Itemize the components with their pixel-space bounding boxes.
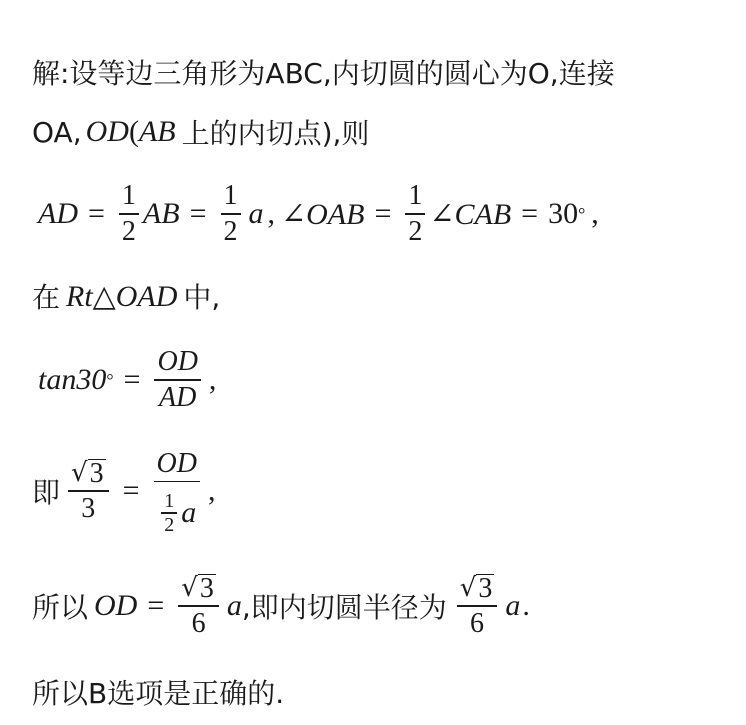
small-frac-half bbox=[161, 490, 177, 536]
line2-od: OD bbox=[85, 115, 129, 148]
solution-line-6 bbox=[32, 446, 726, 536]
sqrt-expression bbox=[460, 573, 495, 603]
line6-frac-od-over-half-a bbox=[154, 447, 200, 536]
line6-frac-sqrt3-over-3 bbox=[68, 456, 109, 526]
sqrt-radicand: 3 bbox=[478, 573, 493, 605]
line3-end: , bbox=[591, 197, 599, 230]
frac-num: OD bbox=[156, 447, 197, 479]
line3-eq3: = bbox=[374, 197, 392, 230]
sqrt-symbol: √ bbox=[71, 458, 88, 489]
frac-num: 1 bbox=[223, 180, 238, 212]
solution-line-8 bbox=[32, 672, 726, 712]
sqrt-symbol: √ bbox=[459, 573, 477, 604]
solution-line-5 bbox=[32, 342, 726, 418]
solution-line-1 bbox=[32, 52, 726, 92]
line3-thirty: 30 bbox=[548, 197, 579, 230]
line3-eq2: = bbox=[189, 197, 207, 230]
sqrt-expression bbox=[71, 458, 106, 488]
small-frac-num: 1 bbox=[164, 490, 175, 512]
half-a-var: a bbox=[181, 495, 197, 529]
line7-frac-sqrt3-over-6 bbox=[178, 571, 219, 641]
line3-a: a bbox=[248, 197, 264, 230]
line3-ab: AB bbox=[142, 197, 180, 230]
solution-line-3 bbox=[32, 176, 726, 252]
line7-suoyi: 所以 bbox=[32, 591, 89, 624]
frac-num bbox=[457, 571, 498, 605]
sqrt-radicand: 3 bbox=[89, 458, 104, 490]
line4-zai: 在 bbox=[32, 281, 61, 314]
line6-end: , bbox=[207, 474, 216, 507]
line5-frac bbox=[154, 345, 200, 415]
line3-degree: ° bbox=[578, 203, 586, 224]
line7-a2: a bbox=[505, 589, 521, 622]
line6-eq: = bbox=[122, 474, 140, 507]
line3-ad: AD bbox=[38, 197, 78, 230]
frac-den: 6 bbox=[191, 607, 206, 639]
frac-den: 2 bbox=[223, 215, 238, 247]
line3-frac-half-2 bbox=[221, 179, 241, 249]
line3-eq4: = bbox=[521, 197, 539, 230]
line3-eq1: = bbox=[88, 197, 105, 230]
line8-text: 所以B选项是正确的. bbox=[32, 677, 285, 710]
line3-comma: , bbox=[267, 197, 275, 230]
frac-den bbox=[154, 482, 199, 536]
line3-frac-half-3 bbox=[405, 179, 425, 249]
sqrt-radicand: 3 bbox=[199, 573, 214, 605]
line2-suffix: 上的内切点),则 bbox=[181, 117, 370, 150]
line4-zhong: 中, bbox=[183, 281, 221, 314]
line2-ab: AB bbox=[138, 115, 176, 148]
line5-tan: tan30 bbox=[38, 363, 107, 396]
line2-prefix: OA, bbox=[32, 115, 82, 149]
sqrt-expression bbox=[181, 573, 216, 603]
frac-den: 2 bbox=[408, 215, 423, 247]
line2-paren: ( bbox=[128, 115, 139, 148]
line5-degree: ° bbox=[106, 369, 114, 390]
sqrt-symbol: √ bbox=[181, 573, 198, 604]
small-frac-den: 2 bbox=[164, 513, 175, 536]
line5-end: , bbox=[208, 363, 217, 396]
line7-end: . bbox=[522, 589, 530, 622]
half-a bbox=[157, 490, 196, 536]
line7-a: a bbox=[226, 589, 242, 622]
frac-num: OD bbox=[157, 346, 198, 378]
solution-line-4 bbox=[32, 276, 726, 316]
frac-num: 1 bbox=[121, 180, 136, 212]
frac-den: 2 bbox=[121, 215, 136, 247]
line1-text: 解:设等边三角形为ABC,内切圆的圆心为O,连接 bbox=[32, 57, 615, 90]
solution-line-2 bbox=[32, 112, 726, 152]
line3-angle-cab: ∠CAB bbox=[429, 197, 512, 231]
line7-frac-radius bbox=[457, 571, 498, 641]
frac-den: AD bbox=[159, 381, 197, 413]
line6-ji: 即 bbox=[32, 476, 61, 509]
solution-line-7 bbox=[32, 564, 726, 648]
line5-eq: = bbox=[123, 363, 141, 396]
frac-den: 3 bbox=[81, 492, 96, 524]
line7-mid: ,即内切圆半径为 bbox=[241, 591, 447, 624]
frac-num: 1 bbox=[408, 180, 423, 212]
frac-den: 6 bbox=[470, 607, 485, 639]
frac-num bbox=[178, 571, 219, 605]
line3-frac-half-1 bbox=[119, 179, 139, 249]
frac-num bbox=[68, 456, 109, 490]
line4-triangle: Rt△OAD bbox=[66, 279, 178, 313]
line7-eq: = bbox=[147, 589, 165, 622]
line7-od: OD bbox=[94, 589, 138, 622]
line3-angle-oab: ∠OAB bbox=[281, 197, 365, 231]
